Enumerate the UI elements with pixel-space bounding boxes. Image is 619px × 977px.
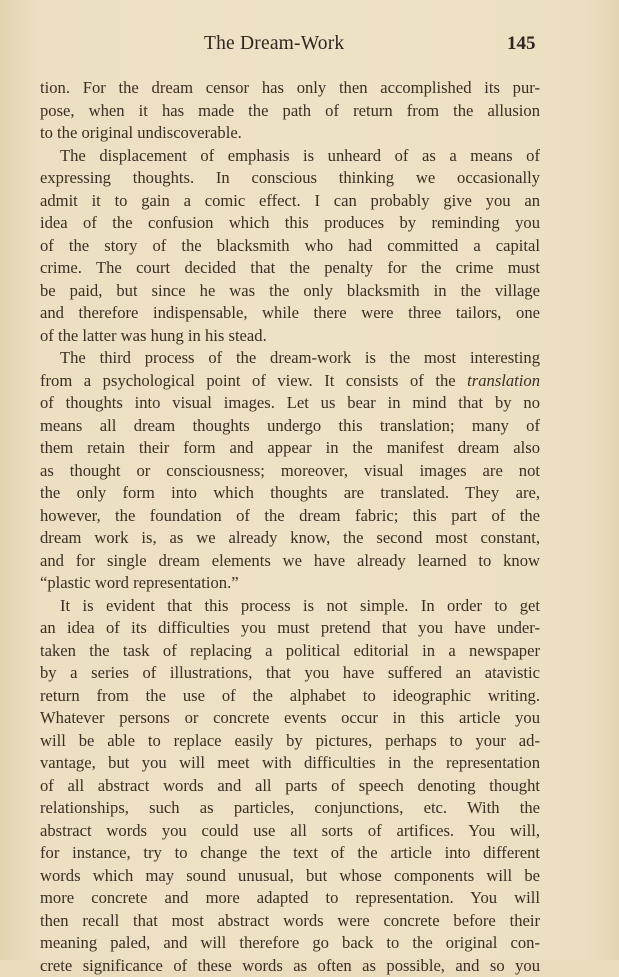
page-number: 145 xyxy=(507,33,536,55)
text-line xyxy=(40,685,540,708)
text-line-content: crete significance of these words as often as possible, and so you xyxy=(40,956,540,975)
text-line-content: dream work is, as we already know, the second most constant, xyxy=(40,528,540,547)
text-line-content: to the original undiscoverable. xyxy=(40,123,242,142)
running-header xyxy=(0,33,619,57)
text-line xyxy=(40,370,540,393)
text-line-content: an idea of its difficulties you must pretend that you have under- xyxy=(40,618,540,637)
text-line-content: expressing thoughts. In conscious thinking we occasionally xyxy=(40,168,540,187)
text-line-content: the only form into which thoughts are translated. They are, xyxy=(40,483,540,502)
text-line xyxy=(40,347,540,370)
text-line xyxy=(40,550,540,573)
text-line xyxy=(40,932,540,955)
text-line-content: words which may sound unusual, but whose components will be xyxy=(40,866,540,885)
text-line-content: relationships, such as particles, conjunctions, etc. With the xyxy=(40,798,540,817)
text-line xyxy=(40,505,540,528)
text-line xyxy=(40,797,540,820)
text-line xyxy=(40,460,540,483)
running-title: The Dream-Work xyxy=(204,33,344,55)
text-line xyxy=(40,482,540,505)
text-line-content: idea of the confusion which this produces by reminding you xyxy=(40,213,540,232)
text-line-content: taken the task of replacing a political editorial in a newspaper xyxy=(40,641,540,660)
text-line xyxy=(40,527,540,550)
text-line-content: more concrete and more adapted to representation. You will xyxy=(40,888,540,907)
text-line xyxy=(40,640,540,663)
text-line xyxy=(40,257,540,280)
text-line xyxy=(40,595,540,618)
text-line-content: It is evident that this process is not simple. In order to get xyxy=(60,596,540,615)
text-line-content: however, the foundation of the dream fabric; this part of the xyxy=(40,506,540,525)
text-line xyxy=(40,955,540,977)
text-line xyxy=(40,302,540,325)
text-line xyxy=(40,707,540,730)
text-line-content: abstract words you could use all sorts of artifices. You will, xyxy=(40,821,540,840)
text-line-content: as thought or consciousness; moreover, visual images are not xyxy=(40,461,540,480)
text-line-content: by a series of illustrations, that you have suffered an atavistic xyxy=(40,663,540,682)
text-line-content: pose, when it has made the path of return from the allusion xyxy=(40,101,540,120)
text-line-content: “plastic word representation.” xyxy=(40,573,239,592)
text-line-content: for instance, try to change the text of the article into different xyxy=(40,843,540,862)
text-line xyxy=(40,145,540,168)
text-line-content: The third process of the dream-work is the most interesting xyxy=(60,348,540,367)
text-line xyxy=(40,77,540,100)
text-line xyxy=(40,167,540,190)
text-line-content: admit it to gain a comic effect. I can probably give you an xyxy=(40,191,540,210)
text-line-content: vantage, but you will meet with difficulties in the representation xyxy=(40,753,540,772)
text-line xyxy=(40,572,540,595)
text-line-content: and therefore indispensable, while there were three tailors, one xyxy=(40,303,540,322)
text-line xyxy=(40,842,540,865)
italic-word: translation xyxy=(467,371,540,390)
text-line xyxy=(40,100,540,123)
text-line-content: then recall that most abstract words were concrete before their xyxy=(40,911,540,930)
text-line-content: be paid, but since he was the only blacksmith in the village xyxy=(40,281,540,300)
text-line-content: will be able to replace easily by pictures, perhaps to your ad- xyxy=(40,731,540,750)
text-line xyxy=(40,910,540,933)
text-line-content: tion. For the dream censor has only then accomplished its pur- xyxy=(40,78,540,97)
text-line xyxy=(40,235,540,258)
text-line-content: The displacement of emphasis is unheard of as a means of xyxy=(60,146,540,165)
text-line-content: Whatever persons or concrete events occur in this article you xyxy=(40,708,540,727)
text-line xyxy=(40,212,540,235)
text-line xyxy=(40,415,540,438)
text-line xyxy=(40,865,540,888)
text-line-content: of the latter was hung in his stead. xyxy=(40,326,267,345)
text-line-content: of thoughts into visual images. Let us bear in mind that by no xyxy=(40,393,540,412)
text-line xyxy=(40,887,540,910)
text-line-content: return from the use of the alphabet to ideographic writing. xyxy=(40,686,540,705)
text-line xyxy=(40,122,540,145)
text-line xyxy=(40,617,540,640)
text-line xyxy=(40,662,540,685)
text-line-content: crime. The court decided that the penalty for the crime must xyxy=(40,258,540,277)
text-line-content: of the story of the blacksmith who had committed a capital xyxy=(40,236,540,255)
text-line xyxy=(40,775,540,798)
text-line xyxy=(40,190,540,213)
text-line xyxy=(40,325,540,348)
text-line-content: and for single dream elements we have already learned to know xyxy=(40,551,540,570)
body-text xyxy=(40,77,540,977)
text-line xyxy=(40,280,540,303)
text-line xyxy=(40,392,540,415)
text-line-content: of all abstract words and all parts of speech denoting thought xyxy=(40,776,540,795)
text-line-content: them retain their form and appear in the manifest dream also xyxy=(40,438,540,457)
text-line xyxy=(40,820,540,843)
text-line-content: means all dream thoughts undergo this translation; many of xyxy=(40,416,540,435)
text-line xyxy=(40,730,540,753)
text-line-content: meaning paled, and will therefore go back to the original con- xyxy=(40,933,540,952)
text-line xyxy=(40,752,540,775)
text-line xyxy=(40,437,540,460)
text-line-content: from a psychological point of view. It consists of the xyxy=(40,371,467,390)
